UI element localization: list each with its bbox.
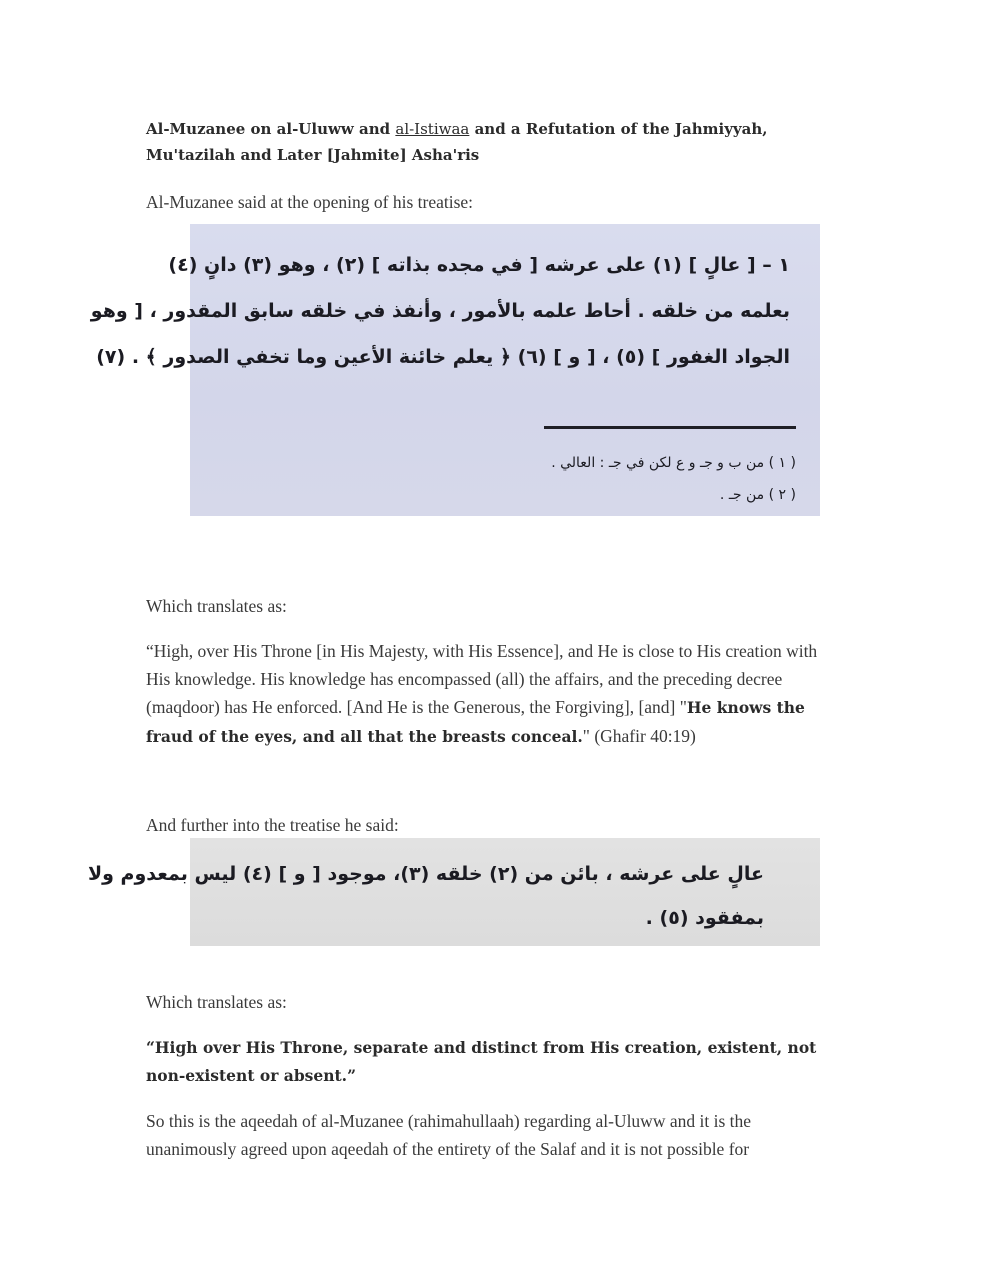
translation-1-text: “High, over His Throne [in His Majesty, with His Essence], and He is close to His creation with His knowledge. His knowledge has encompassed (all) the affairs, and the preceding decree (maqdoor) has He enforced. [And He is the Generous, the Forgiving], [and] " [146,641,818,717]
intro-paragraph: Al-Muzanee said at the opening of his treatise: [146,192,474,212]
scan2-line-2: بمفقود (٥) . [645,907,764,929]
translation-1-quran: He knows the fraud of the eyes, and all that the breasts conceal. [146,698,805,746]
translates-label-1: Which translates as: [146,596,287,616]
closing-paragraph: So this is the aqeedah of al-Muzanee (rahimahullaah) regarding al-Uluww and it is the unanimously agreed upon aqeedah of the entirety of the Salaf and it is not possible for [146,1111,752,1159]
further-paragraph: And further into the treatise he said: [146,815,399,835]
footnote-divider [544,426,796,429]
scan1-footnote-1: ( ١ ) من ب و جـ و ع لكن في جـ : العالي . [551,455,796,471]
scan1-line-1: ١ – [ عالٍ ] (١) على عرشه [ في مجده بذاته ] (٢) ، وهو (٣) دانٍ (٤) [168,254,790,276]
title-part-1: Al-Muzanee on al-Uluww and [146,120,396,138]
scan1-line-3: الجواد الغفور ] (٥) ، [ و ] (٦) ﴿ يعلم خائنة الأعين وما تخفي الصدور ﴾ . (٧) [96,346,790,368]
scan1-line-2: بعلمه من خلقه . أحاط علمه بالأمور ، وأنفذ في خلقه سابق المقدور ، [ وهو [90,300,790,322]
translation-1-reference: " (Ghafir 40:19) [582,726,696,746]
translates-label-2: Which translates as: [146,992,287,1012]
title-part-2: and a Refutation of the Jahmiyyah, Mu'tazilah and Later [Jahmite] Asha'ris [146,120,768,164]
article-title [146,116,836,168]
scan2-line-1: عالٍ على عرشه ، بائن من (٢) خلقه (٣)، موجود [ و ] (٤) ليس بمعدوم ولا [87,863,764,885]
arabic-scan-image-1 [90,224,820,516]
translation-paragraph-2: “High over His Throne, separate and distinct from His creation, existent, not non-existent or absent.” [146,1038,817,1085]
istiwaa-link[interactable]: al-Istiwaa [395,120,470,138]
arabic-scan-image-2 [87,838,820,946]
translation-paragraph-1 [146,637,836,751]
scan1-footnote-2: ( ٢ ) من جـ . [719,487,796,503]
